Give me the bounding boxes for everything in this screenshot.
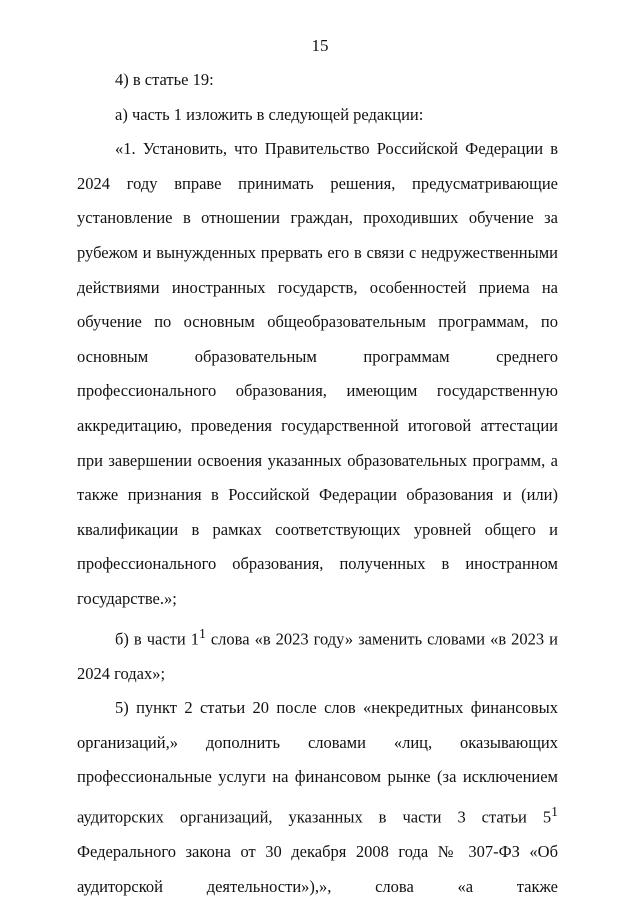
paragraph-part-1-intro bbox=[77, 98, 558, 133]
paragraph-text: 4) в статье 19: bbox=[115, 70, 214, 89]
document-body bbox=[77, 63, 558, 904]
superscript-marker: 1 bbox=[198, 625, 206, 641]
paragraph-text: а) часть 1 изложить в следующей редакции: bbox=[115, 104, 424, 124]
paragraph-part-1-1-amendment bbox=[77, 617, 558, 692]
paragraph-text-before: б) в части 1 bbox=[115, 629, 199, 648]
paragraph-part-1-quote bbox=[77, 132, 558, 616]
superscript-marker: 1 bbox=[551, 803, 558, 819]
paragraph-text-after: Федерального закона от 30 декабря 2008 года № 307-ФЗ «Об аудиторской деятельности»),», слова «а также bbox=[77, 842, 558, 896]
page-number: 15 bbox=[311, 36, 329, 55]
paragraph-article-19 bbox=[77, 63, 558, 98]
paragraph-text-before: 5) пункт 2 статьи 20 после слов «некредитных финансовых организаций,» дополнить словами «лиц, оказывающих профессиональные услуги на финансовом рынке (за исключением аудиторских организаций, указанных в части 3 статьи 5 bbox=[77, 698, 558, 827]
paragraph-article-20 bbox=[77, 691, 558, 904]
paragraph-text: «1. Установить, что Правительство Российской Федерации в 2024 году вправе принимать решения, предусматривающие установление в отношении граждан, проходивших обучение за рубежом и вынужденных прервать его в связи с недружественными действиями иностранных государств, особенностей приема на обучение по основным общеобразовательным программам, по основным образовательным программам среднего профессионального образования, имеющим государственную аккредитацию, проведения государственной итоговой аттестации при завершении освоения указанных образовательных программ, а также признания в Российской Федерации образования и (или) квалификации в рамках соответствующих уровней общего и профессионального образования, полученных в иностранном государстве.»; bbox=[77, 139, 558, 608]
paragraph-text-after: слова «в 2023 году» заменить словами «в 2023 и 2024 годах»; bbox=[77, 629, 559, 683]
